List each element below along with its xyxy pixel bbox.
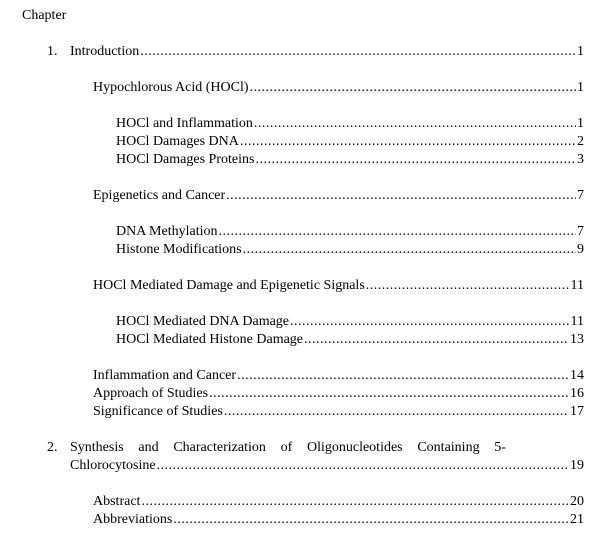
dot-leader <box>243 241 576 259</box>
toc-entry-title: Abstract <box>93 494 141 509</box>
toc-page-number: 21 <box>570 512 584 527</box>
toc-page-number: 11 <box>570 314 584 329</box>
toc-entry-hocl-histone-damage[interactable] <box>116 331 584 349</box>
toc-entry-title: HOCl and Inflammation <box>116 116 253 131</box>
toc-page-number: 1 <box>577 44 584 59</box>
toc-entry-epigenetics[interactable] <box>93 187 584 205</box>
toc-entry-title: Epigenetics and Cancer <box>93 188 226 203</box>
toc-entry-significance[interactable] <box>93 403 584 421</box>
toc-entry-hocl-inflammation[interactable] <box>116 115 584 133</box>
toc-entry-title: DNA Methylation <box>116 224 218 239</box>
toc-page-number: 17 <box>570 404 584 419</box>
title-word: 5- <box>494 440 506 455</box>
toc-entry-title: Chlorocytosine <box>70 458 156 473</box>
toc-entry-title: Approach of Studies <box>93 386 209 401</box>
toc-page-number: 3 <box>577 152 584 167</box>
toc-entry-hocl-dna[interactable] <box>116 133 584 151</box>
toc-entry-hocl[interactable] <box>93 79 584 97</box>
toc-entry-title: Significance of Studies <box>93 404 223 419</box>
dot-leader <box>240 133 576 151</box>
toc-entry-chapter-2-title-line1[interactable] <box>70 439 506 457</box>
toc-page-number: 2 <box>577 134 584 149</box>
title-word: Characterization <box>173 440 266 455</box>
toc-entry-title: Introduction <box>70 44 140 59</box>
title-word: and <box>138 440 159 455</box>
title-word: Synthesis <box>70 440 124 455</box>
dot-leader <box>173 511 569 529</box>
toc-page-number: 1 <box>577 80 584 95</box>
toc-page-number: 20 <box>570 494 584 509</box>
toc-entry-title: HOCl Mediated DNA Damage <box>116 314 290 329</box>
toc-entry-chapter-2[interactable] <box>70 457 584 475</box>
dot-leader <box>157 457 569 475</box>
dot-leader <box>254 115 576 133</box>
dot-leader <box>219 223 577 241</box>
dot-leader <box>140 43 576 61</box>
toc-page-number: 9 <box>577 242 584 257</box>
toc-entry-title: HOCl Damages DNA <box>116 134 239 149</box>
toc-entry-introduction[interactable] <box>70 43 584 61</box>
dot-leader <box>255 151 576 169</box>
toc-page-number: 19 <box>570 458 584 473</box>
toc-entry-abstract[interactable] <box>93 493 584 511</box>
toc-entry-title: HOCl Mediated Damage and Epigenetic Signals <box>93 278 365 293</box>
toc-page-number: 7 <box>577 224 584 239</box>
toc-entry-approach[interactable] <box>93 385 584 403</box>
title-word: Containing <box>417 440 480 455</box>
dot-leader <box>366 277 570 295</box>
toc-entry-hocl-mediated-damage[interactable] <box>93 277 584 295</box>
dot-leader <box>224 403 569 421</box>
toc-entry-title: Histone Modifications <box>116 242 242 257</box>
toc-entry-title: HOCl Mediated Histone Damage <box>116 332 304 347</box>
chapter-number: 2. <box>47 440 58 455</box>
toc-entry-inflammation-cancer[interactable] <box>93 367 584 385</box>
toc-entry-title: Inflammation and Cancer <box>93 368 237 383</box>
toc-page-number: 13 <box>570 332 584 347</box>
toc-page-number: 7 <box>577 188 584 203</box>
toc-page-number: 11 <box>570 278 584 293</box>
dot-leader <box>304 331 569 349</box>
title-word: of <box>280 440 293 455</box>
toc-entry-title: Abbreviations <box>93 512 173 527</box>
dot-leader <box>226 187 576 205</box>
toc-entry-hocl-proteins[interactable] <box>116 151 584 169</box>
toc-page-number: 1 <box>577 116 584 131</box>
toc-page-number: 14 <box>570 368 584 383</box>
dot-leader <box>237 367 569 385</box>
toc-entry-abbreviations[interactable] <box>93 511 584 529</box>
dot-leader <box>250 79 576 97</box>
title-word: Oligonucleotides <box>306 440 403 455</box>
dot-leader <box>209 385 569 403</box>
chapter-number: 1. <box>47 44 58 59</box>
chapter-heading: Chapter <box>22 8 67 23</box>
toc-entry-histone-modifications[interactable] <box>116 241 584 259</box>
toc-entry-dna-methylation[interactable] <box>116 223 584 241</box>
toc-entry-title: HOCl Damages Proteins <box>116 152 255 167</box>
dot-leader <box>290 313 569 331</box>
dot-leader <box>141 493 569 511</box>
toc-entry-hocl-dna-damage[interactable] <box>116 313 584 331</box>
toc-page-number: 16 <box>570 386 584 401</box>
toc-entry-title: Hypochlorous Acid (HOCl) <box>93 80 249 95</box>
